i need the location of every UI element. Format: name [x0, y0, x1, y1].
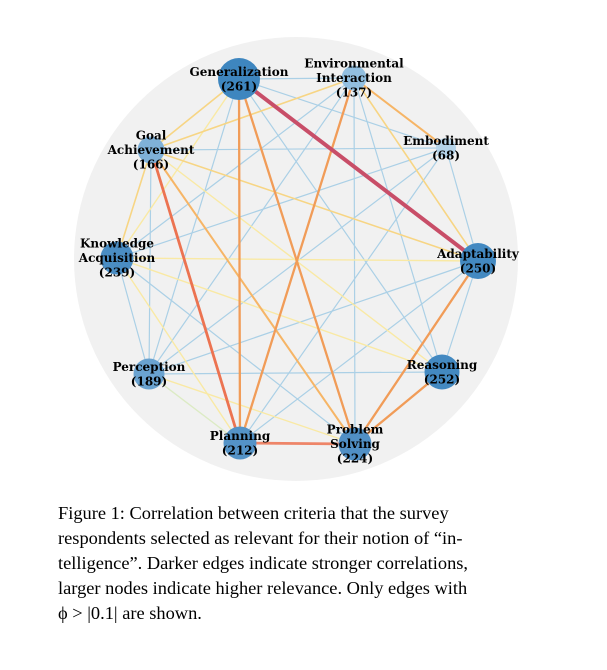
node-label-line: Planning	[209, 428, 271, 443]
node-label-line: Goal	[135, 128, 167, 143]
node-label-line: (189)	[130, 374, 168, 389]
node-label-line: Reasoning	[406, 357, 478, 372]
caption-line-3: telligence”. Darker edges indicate stronger correlations,	[58, 553, 469, 573]
node-label-line: Acquisition	[78, 251, 156, 265]
node-label-line: Solving	[330, 437, 380, 451]
node-label-line: Generalization	[189, 64, 289, 79]
node-label-line: Adaptability	[437, 246, 519, 261]
node-label-line: Perception	[112, 359, 186, 374]
node-label-line: Problem	[326, 422, 384, 437]
node-label-line: (239)	[98, 265, 136, 280]
caption-line-2: respondents selected as relevant for their notion of “in-	[58, 528, 463, 548]
node-label-line: Achievement	[107, 143, 195, 157]
node-label-line: (166)	[132, 157, 170, 172]
node-label-line: (137)	[335, 85, 373, 100]
node-label-line: (224)	[336, 451, 374, 466]
node-label-line: Interaction	[316, 71, 392, 85]
node-label-line: (68)	[431, 148, 461, 163]
figure-caption	[58, 501, 556, 626]
node-label-line: (261)	[220, 79, 258, 94]
node-label-line: Knowledge	[79, 236, 155, 251]
caption-line-5: ϕ > |0.1| are shown.	[58, 603, 202, 623]
node-label-line: (250)	[459, 261, 497, 276]
caption-line-1: Figure 1: Correlation between criteria that the survey	[58, 503, 449, 523]
node-label-line: Embodiment	[403, 133, 489, 148]
node-label-line: (212)	[221, 443, 259, 458]
node-label-line: Environmental	[304, 56, 404, 71]
edge-generalization--planning	[239, 79, 240, 443]
caption-line-4: larger nodes indicate higher relevance. Only edges with	[58, 578, 468, 598]
node-label-line: (252)	[423, 372, 461, 387]
